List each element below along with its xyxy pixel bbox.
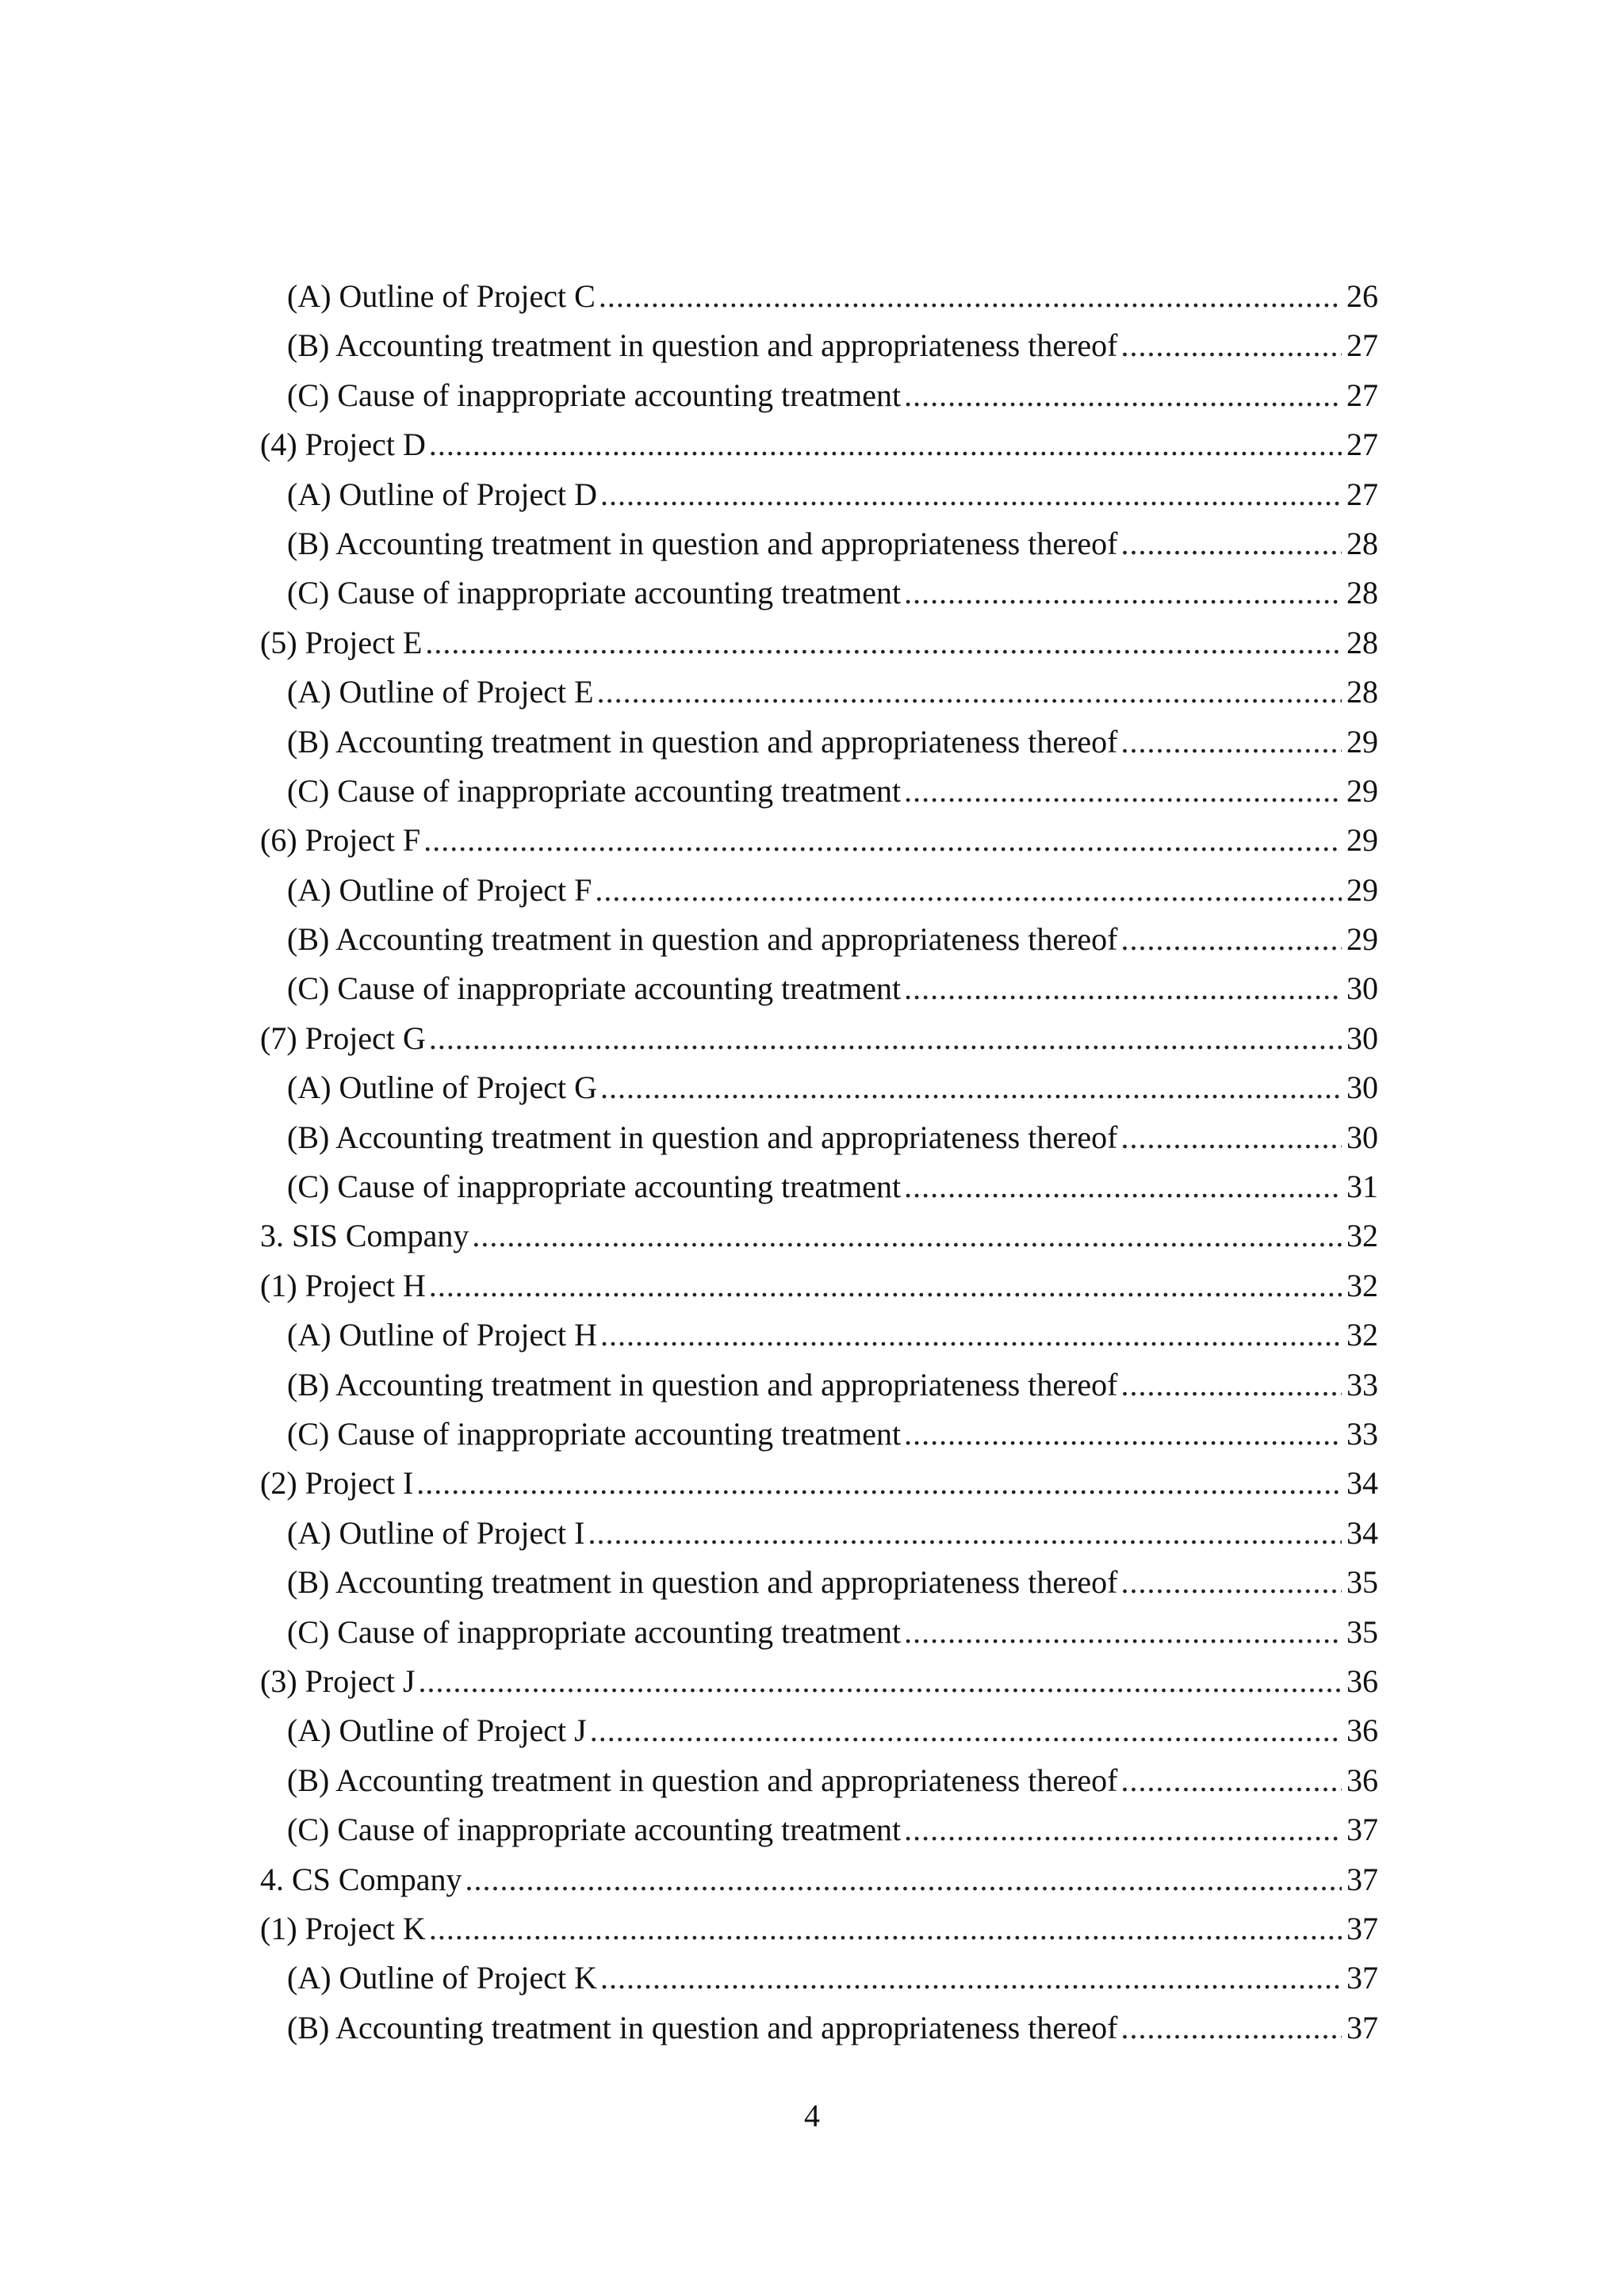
toc-entry-page: 29 <box>1346 723 1378 760</box>
toc-entry[interactable] <box>260 321 1378 370</box>
toc-entry-title: (C) Cause of inappropriate accounting treatment <box>287 1415 902 1452</box>
toc-dot-leader <box>1120 718 1342 767</box>
toc-entry-title: (B) Accounting treatment in question and appropriateness thereof <box>287 327 1118 364</box>
toc-dot-leader <box>472 1211 1342 1261</box>
toc-entry-title: (B) Accounting treatment in question and appropriateness thereof <box>287 1762 1118 1798</box>
toc-dot-leader <box>1120 1558 1342 1607</box>
table-of-contents <box>260 272 1378 2053</box>
toc-entry-page: 36 <box>1346 1712 1378 1749</box>
toc-entry-page: 27 <box>1346 427 1378 463</box>
toc-dot-leader <box>1120 321 1342 370</box>
toc-entry[interactable] <box>260 568 1378 618</box>
toc-entry-title: (7) Project G <box>260 1020 426 1056</box>
toc-entry[interactable] <box>260 1558 1378 1607</box>
toc-entry-title: (3) Project J <box>260 1663 416 1699</box>
toc-entry[interactable] <box>260 1211 1378 1261</box>
toc-dot-leader <box>423 816 1342 865</box>
toc-entry[interactable] <box>260 1113 1378 1162</box>
toc-entry-page: 26 <box>1346 278 1378 314</box>
toc-dot-leader <box>600 1063 1342 1112</box>
toc-entry-page: 37 <box>1346 1910 1378 1946</box>
toc-entry-page: 37 <box>1346 1960 1378 1996</box>
toc-entry-title: (6) Project F <box>260 822 421 859</box>
toc-dot-leader <box>595 866 1342 915</box>
toc-entry-page: 36 <box>1346 1762 1378 1798</box>
toc-entry-title: (B) Accounting treatment in question and appropriateness thereof <box>287 1366 1118 1402</box>
toc-entry-title: (1) Project H <box>260 1267 426 1303</box>
toc-entry[interactable] <box>260 1608 1378 1657</box>
toc-entry[interactable] <box>260 767 1378 816</box>
toc-dot-leader <box>904 371 1342 420</box>
toc-entry[interactable] <box>260 1261 1378 1311</box>
toc-entry-title: 3. SIS Company <box>260 1218 469 1254</box>
toc-entry-page: 31 <box>1346 1169 1378 1205</box>
toc-entry[interactable] <box>260 1360 1378 1410</box>
toc-entry-title: (4) Project D <box>260 427 426 463</box>
toc-entry-title: (2) Project I <box>260 1465 414 1502</box>
toc-dot-leader <box>465 1855 1342 1904</box>
toc-entry[interactable] <box>260 1014 1378 1063</box>
toc-dot-leader <box>1120 1756 1342 1805</box>
toc-entry-title: (A) Outline of Project G <box>287 1070 598 1106</box>
toc-entry[interactable] <box>260 618 1378 668</box>
toc-entry-page: 29 <box>1346 772 1378 809</box>
toc-entry[interactable] <box>260 1311 1378 1360</box>
toc-dot-leader <box>904 1410 1342 1459</box>
toc-entry-page: 30 <box>1346 1070 1378 1106</box>
toc-entry-title: (B) Accounting treatment in question and appropriateness thereof <box>287 723 1118 760</box>
toc-entry-page: 34 <box>1346 1514 1378 1551</box>
toc-entry-title: (C) Cause of inappropriate accounting treatment <box>287 1812 902 1848</box>
toc-entry[interactable] <box>260 470 1378 519</box>
toc-entry[interactable] <box>260 519 1378 568</box>
toc-entry[interactable] <box>260 1756 1378 1805</box>
toc-entry-title: (B) Accounting treatment in question and appropriateness thereof <box>287 1564 1118 1601</box>
toc-entry-title: (B) Accounting treatment in question and appropriateness thereof <box>287 525 1118 561</box>
toc-entry[interactable] <box>260 272 1378 321</box>
toc-entry-title: (B) Accounting treatment in question and appropriateness thereof <box>287 921 1118 958</box>
toc-entry-page: 33 <box>1346 1415 1378 1452</box>
toc-entry-title: (C) Cause of inappropriate accounting treatment <box>287 575 902 611</box>
toc-dot-leader <box>429 420 1342 469</box>
toc-entry-page: 28 <box>1346 575 1378 611</box>
toc-entry-page: 30 <box>1346 970 1378 1007</box>
toc-dot-leader <box>600 470 1342 519</box>
toc-dot-leader <box>904 1162 1342 1211</box>
toc-dot-leader <box>904 1608 1342 1657</box>
toc-entry-page: 32 <box>1346 1267 1378 1303</box>
toc-dot-leader <box>1120 915 1342 964</box>
toc-entry[interactable] <box>260 1509 1378 1558</box>
toc-entry-page: 28 <box>1346 674 1378 710</box>
toc-entry[interactable] <box>260 816 1378 865</box>
toc-dot-leader <box>599 272 1342 321</box>
toc-dot-leader <box>600 1311 1342 1360</box>
toc-entry[interactable] <box>260 866 1378 915</box>
toc-dot-leader <box>904 964 1342 1013</box>
toc-entry[interactable] <box>260 1954 1378 2003</box>
toc-entry[interactable] <box>260 2003 1378 2053</box>
toc-dot-leader <box>429 1261 1342 1311</box>
toc-entry-title: (B) Accounting treatment in question and appropriateness thereof <box>287 2009 1118 2045</box>
toc-entry[interactable] <box>260 1855 1378 1904</box>
toc-entry-title: (A) Outline of Project C <box>287 278 596 314</box>
toc-dot-leader <box>1120 1360 1342 1410</box>
toc-entry-page: 32 <box>1346 1218 1378 1254</box>
toc-entry[interactable] <box>260 1459 1378 1508</box>
toc-entry-page: 27 <box>1346 327 1378 364</box>
toc-entry-title: (A) Outline of Project E <box>287 674 594 710</box>
toc-entry-title: (A) Outline of Project D <box>287 476 598 512</box>
toc-entry-title: (B) Accounting treatment in question and appropriateness thereof <box>287 1119 1118 1155</box>
toc-entry-title: (C) Cause of inappropriate accounting treatment <box>287 377 902 413</box>
page-number: 4 <box>804 2098 820 2133</box>
toc-entry-title: 4. CS Company <box>260 1861 462 1897</box>
toc-dot-leader <box>590 1706 1342 1755</box>
toc-entry-page: 37 <box>1346 2009 1378 2045</box>
toc-entry-title: (A) Outline of Project I <box>287 1514 585 1551</box>
toc-entry[interactable] <box>260 420 1378 469</box>
toc-entry[interactable] <box>260 964 1378 1013</box>
toc-entry[interactable] <box>260 1805 1378 1854</box>
toc-entry-title: (C) Cause of inappropriate accounting treatment <box>287 772 902 809</box>
toc-entry-page: 28 <box>1346 624 1378 660</box>
toc-entry[interactable] <box>260 668 1378 717</box>
toc-dot-leader <box>429 1014 1342 1063</box>
toc-entry-title: (1) Project K <box>260 1910 426 1946</box>
toc-entry-page: 29 <box>1346 871 1378 908</box>
toc-entry[interactable] <box>260 371 1378 420</box>
toc-entry-page: 30 <box>1346 1020 1378 1056</box>
toc-entry-title: (C) Cause of inappropriate accounting treatment <box>287 970 902 1007</box>
toc-entry-page: 29 <box>1346 921 1378 958</box>
toc-entry[interactable] <box>260 1904 1378 1954</box>
toc-dot-leader <box>1120 519 1342 568</box>
toc-entry-page: 28 <box>1346 525 1378 561</box>
toc-entry-title: (A) Outline of Project F <box>287 871 592 908</box>
toc-dot-leader <box>904 1805 1342 1854</box>
toc-dot-leader <box>429 1904 1342 1954</box>
toc-entry-page: 37 <box>1346 1861 1378 1897</box>
toc-entry-title: (5) Project E <box>260 624 423 660</box>
toc-entry[interactable] <box>260 1410 1378 1459</box>
toc-entry-title: (A) Outline of Project H <box>287 1317 598 1353</box>
toc-entry-page: 37 <box>1346 1812 1378 1848</box>
toc-entry[interactable] <box>260 915 1378 964</box>
toc-entry-title: (A) Outline of Project K <box>287 1960 598 1996</box>
toc-dot-leader <box>600 1954 1342 2003</box>
toc-entry[interactable] <box>260 1063 1378 1112</box>
toc-dot-leader <box>1120 1113 1342 1162</box>
toc-entry-page: 27 <box>1346 476 1378 512</box>
toc-entry-page: 36 <box>1346 1663 1378 1699</box>
toc-entry[interactable] <box>260 1706 1378 1755</box>
toc-dot-leader <box>1120 2003 1342 2053</box>
toc-entry-title: (A) Outline of Project J <box>287 1712 587 1749</box>
toc-entry-page: 29 <box>1346 822 1378 859</box>
toc-dot-leader <box>904 767 1342 816</box>
toc-entry-page: 32 <box>1346 1317 1378 1353</box>
toc-entry-page: 33 <box>1346 1366 1378 1402</box>
toc-dot-leader <box>597 668 1342 717</box>
toc-entry[interactable] <box>260 1657 1378 1706</box>
toc-entry-page: 27 <box>1346 377 1378 413</box>
toc-entry-page: 30 <box>1346 1119 1378 1155</box>
toc-entry[interactable] <box>260 718 1378 767</box>
toc-entry-page: 35 <box>1346 1613 1378 1650</box>
toc-entry-page: 35 <box>1346 1564 1378 1601</box>
toc-entry-title: (C) Cause of inappropriate accounting treatment <box>287 1169 902 1205</box>
toc-entry[interactable] <box>260 1162 1378 1211</box>
toc-dot-leader <box>419 1657 1342 1706</box>
toc-entry-title: (C) Cause of inappropriate accounting treatment <box>287 1613 902 1650</box>
toc-dot-leader <box>425 618 1342 668</box>
toc-dot-leader <box>416 1459 1342 1508</box>
toc-dot-leader <box>588 1509 1342 1558</box>
toc-entry-page: 34 <box>1346 1465 1378 1502</box>
toc-dot-leader <box>904 568 1342 618</box>
